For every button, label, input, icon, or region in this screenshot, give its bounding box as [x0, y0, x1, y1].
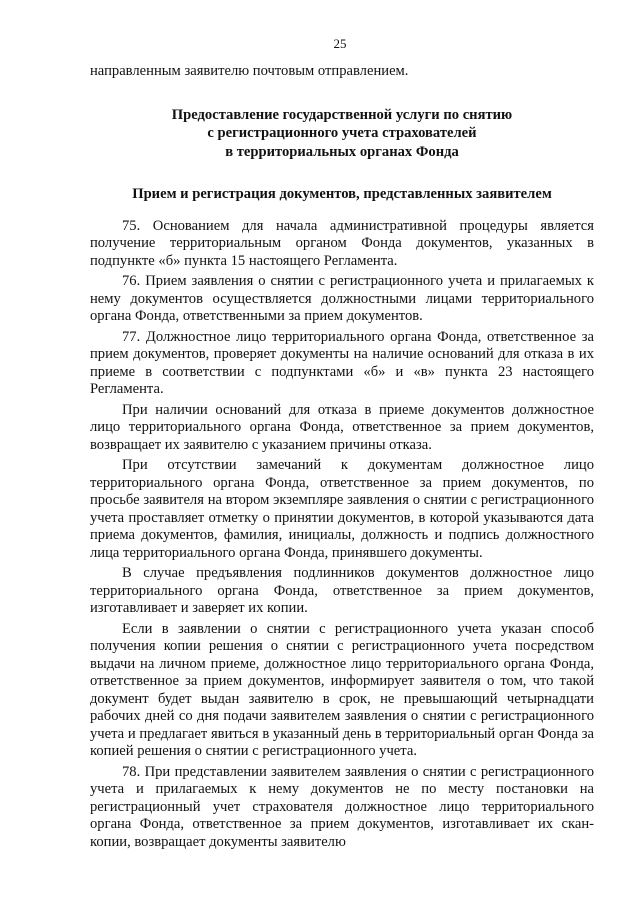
paragraph-refusal: При наличии оснований для отказа в приеме документов должностное лицо территориального органа Фонда, ответственное за прием документов, возвращает их заявителю с указанием причины отказа.	[90, 401, 594, 453]
section-title-line: в территориальных органах Фонда	[225, 143, 459, 160]
subsection-title: Прием и регистрация документов, представленных заявителем	[132, 186, 552, 202]
document-body	[90, 63, 594, 851]
continuation-text: направленным заявителю почтовым отправлением.	[90, 63, 409, 79]
section-title	[90, 106, 594, 162]
section-title-line: Предоставление государственной услуги по снятию	[171, 106, 513, 123]
paragraph-78: 78. При представлении заявителем заявления о снятии с регистрационного учета и прилагаемых к нему документов не по месту постановки на регистрационный учет страхователя должностное лицо территориального органа Фонда, ответственное за прием документов, изготавливает их скан-копии, возвращает документы заявителю	[90, 763, 594, 850]
paragraph-75: 75. Основанием для начала административной процедуры является получение территориальным органом Фонда документов, указанных в подпункте «б» пункта 15 настоящего Регламента.	[90, 217, 594, 269]
section-title-line: с регистрационного учета страхователей	[207, 125, 477, 141]
paragraph-originals: В случае предъявления подлинников документов должностное лицо территориального органа Фонда, ответственное за прием документов, изготавливает и заверяет их копии.	[90, 565, 594, 616]
page-number: 25	[333, 36, 347, 51]
paragraph-76: 76. Прием заявления о снятии с регистрационного учета и прилагаемых к нему документов осуществляется должностными лицами территориального органа Фонда, ответственными за прием документов.	[90, 273, 594, 324]
paragraph-77: 77. Должностное лицо территориального органа Фонда, ответственное за прием документов, проверяет документы на наличие оснований для отказа в их приеме в соответствии с подпунктами «б» и «в» пункта 23 настоящего Регламента.	[90, 328, 594, 397]
paragraph-no-remarks: При отсутствии замечаний к документам должностное лицо территориального органа Фонда, ответственное за прием документов, по просьбе заявителя на втором экземпляре заявления о снятии с регистрационного учета проставляет отметку о принятии документов, в которой указываются дата приема документов, фамилия, инициалы, должность и подпись должностного лица территориального органа Фонда, принявшего документы.	[90, 457, 594, 561]
paragraph-personal-receipt: Если в заявлении о снятии с регистрационного учета указан способ получения копии решения о снятии с регистрационного учета посредством выдачи на личном приеме, должностное лицо территориального органа Фонда, ответственное за прием документов, информирует заявителя о том, что такой документ будет выдан заявителю в срок, не превышающий четырнадцати рабочих дней со дня подачи заявителем заявления о снятии с регистрационного учета и предлагает явиться в указанный день в территориальный орган Фонда за копией решения о снятии с регистрационного учета.	[90, 620, 594, 759]
